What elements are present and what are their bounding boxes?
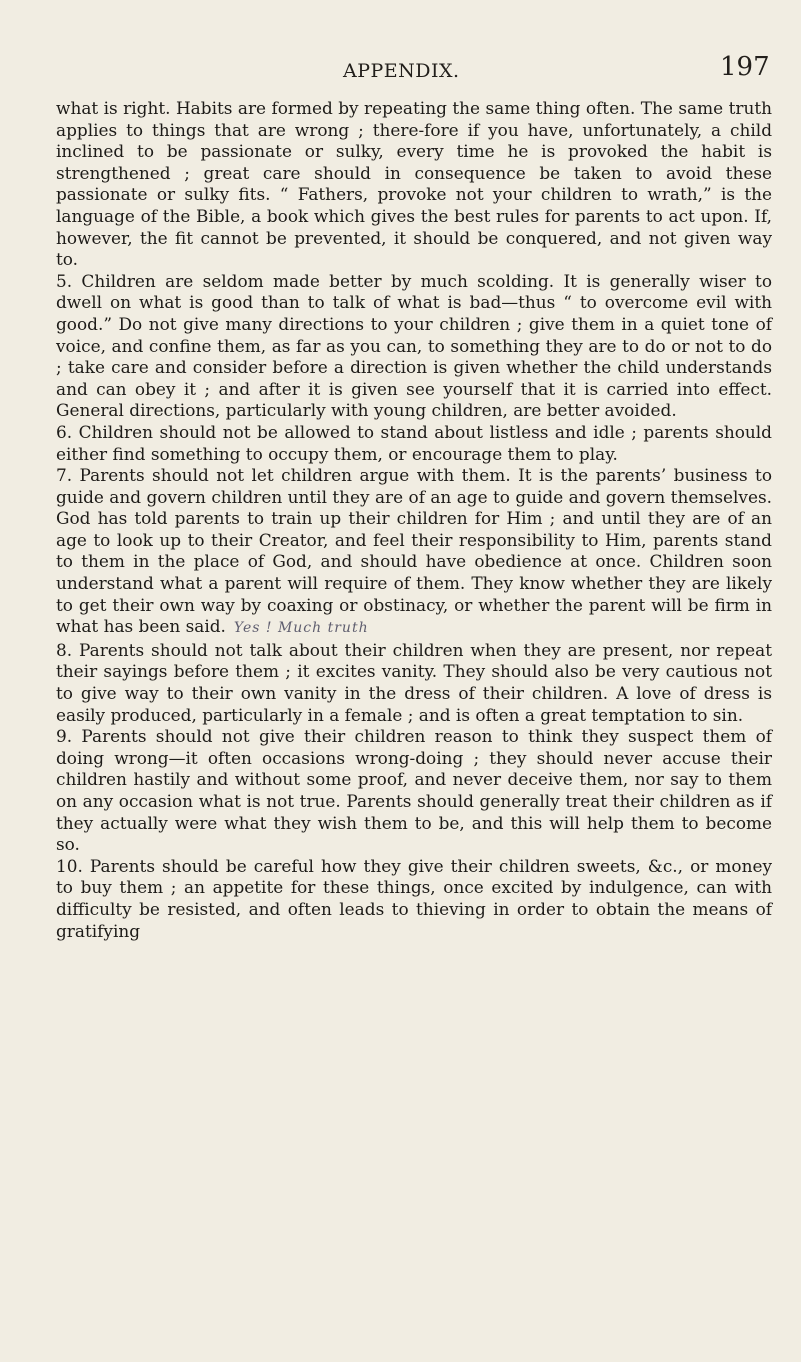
paragraph-9: 9. Parents should not give their children reason to think they suspect them of doing wrong—it often occasions wrong-doing ; they should never accuse their children hastily and without some proof, and never deceive them, nor say to them on any occasion what is not true. Parents should generally treat their children as if they actually were what they wish them to be, and this will help them to become so. bbox=[56, 726, 772, 855]
running-head: APPENDIX. bbox=[343, 60, 460, 82]
paragraph-7 bbox=[56, 465, 772, 640]
body-text bbox=[56, 98, 772, 942]
page-number: 197 bbox=[720, 52, 770, 82]
paragraph-continuation: what is right. Habits are formed by repeating the same thing often. The same truth applies to things that are wrong ; there-fore if you have, unfortunately, a child inclined to be passionate or sulky, every time he is provoked the habit is strengthened ; great care should in consequence be taken to avoid these passionate or sulky fits. “ Fathers, provoke not your children to wrath,” is the language of the Bible, a book which gives the best rules for parents to act upon. If, however, the fit cannot be prevented, it should be conquered, and not given way to. bbox=[56, 98, 772, 270]
handwritten-annotation: Yes ! Much truth bbox=[233, 620, 369, 637]
paragraph-8: 8. Parents should not talk about their children when they are present, nor repeat their sayings before them ; it excites vanity. They should also be very cautious not to give way to their own vanity in the dress of their children. A love of dress is easily produced, particularly in a female ; and is often a great temptation to sin. bbox=[56, 639, 772, 725]
paragraph-7-text: 7. Parents should not let children argue with them. It is the parents’ business to guide and govern children until they are of an age to guide and govern themselves. God has told parents to train up their children for Him ; and until they are of an age to look up to their Creator, and feel their responsibility to Him, parents stand to them in the place of God, and should have obedience at once. Children soon understand what a parent will require of them. They know whether they are likely to get their own way by coaxing or obstinacy, or whether the parent will be firm in what has been said. bbox=[56, 465, 772, 637]
page-header bbox=[0, 52, 801, 90]
paragraph-10: 10. Parents should be careful how they give their children sweets, &c., or money to buy them ; an appetite for these things, once excited by indulgence, can with difficulty be resisted, and often leads to thieving in order to obtain the means of gratifying bbox=[56, 855, 772, 941]
paragraph-5: 5. Children are seldom made better by much scolding. It is generally wiser to dwell on what is good than to talk of what is bad—thus “ to overcome evil with good.” Do not give many directions to your children ; give them in a quiet tone of voice, and confine them, as far as you can, to something they are to do or not to do ; take care and consider before a direction is given whether the child understands and can obey it ; and after it is given see yourself that it is carried into effect. General directions, particularly with young children, are better avoided. bbox=[56, 270, 772, 421]
paragraph-6: 6. Children should not be allowed to stand about listless and idle ; parents should either find something to occupy them, or encourage them to play. bbox=[56, 421, 772, 464]
